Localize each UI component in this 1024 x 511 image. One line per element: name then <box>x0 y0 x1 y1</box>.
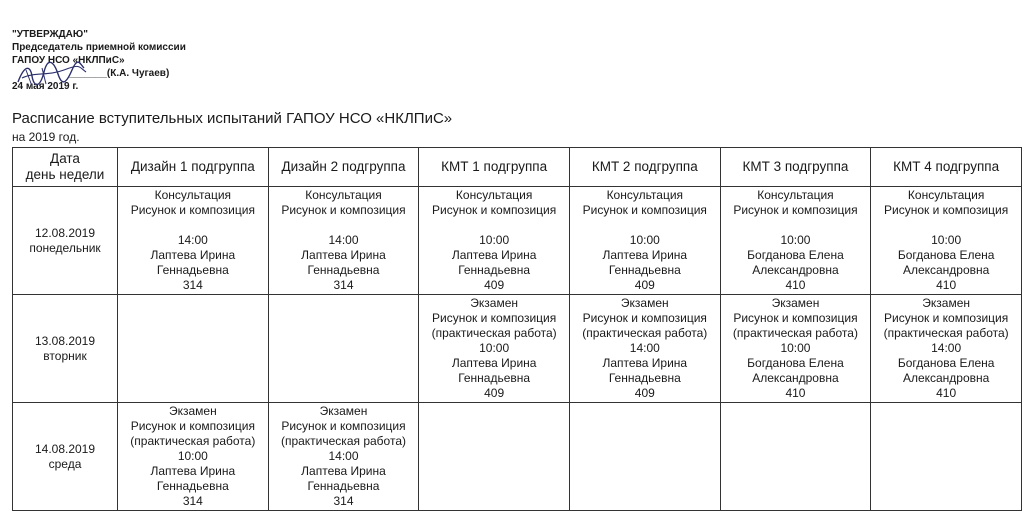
cell-line: 10:00 <box>780 233 811 247</box>
cell-line: Геннадьевна <box>458 263 531 277</box>
cell-line: (практическая работа) <box>883 326 1009 340</box>
cell-line: Рисунок и композиция <box>733 203 858 217</box>
cell-line: Геннадьевна <box>156 479 229 493</box>
cell-line: Богданова Елена <box>747 248 844 262</box>
cell-line: Экзамен <box>771 296 820 310</box>
cell-line: Рисунок и композиция <box>733 311 858 325</box>
cell-line: 10:00 <box>629 233 660 247</box>
schedule-cell <box>268 403 419 511</box>
signature-icon <box>14 58 88 90</box>
cell-line: Рисунок и композиция <box>281 419 406 433</box>
cell-line: 14:00 <box>328 449 359 463</box>
schedule-cell <box>720 295 871 403</box>
cell-line: Лаптева Ирина <box>301 248 386 262</box>
cell-line: Экзамен <box>168 404 217 418</box>
date-cell <box>13 403 118 511</box>
cell-line: Лаптева Ирина <box>150 464 236 478</box>
cell-line: Консультация <box>154 188 232 202</box>
schedule-cell <box>419 187 570 295</box>
date-cell <box>13 295 118 403</box>
schedule-cell <box>419 295 570 403</box>
header-group: КМТ 2 подгруппа <box>569 148 720 187</box>
cell-line: 10:00 <box>931 233 962 247</box>
cell-line: Богданова Елена <box>897 356 995 370</box>
schedule-cell <box>871 295 1022 403</box>
cell-line: 314 <box>333 494 354 508</box>
cell-line: 10:00 <box>479 341 510 355</box>
cell-line: Геннадьевна <box>156 263 229 277</box>
cell-line: Геннадьевна <box>608 371 681 385</box>
cell-line <box>873 218 1019 233</box>
header-date <box>13 148 118 187</box>
date-value: 13.08.2019 <box>34 333 96 348</box>
cell-line: Лаптева Ирина <box>602 248 688 262</box>
cell-line: Александровна <box>902 371 990 385</box>
cell-line: 410 <box>936 386 957 400</box>
cell-line: Лаптева Ирина <box>150 248 236 262</box>
cell-line: 409 <box>634 386 655 400</box>
cell-line <box>421 218 567 233</box>
cell-line: Рисунок и композиция <box>130 419 255 433</box>
header-group: КМТ 1 подгруппа <box>419 148 570 187</box>
cell-line: (практическая работа) <box>732 326 858 340</box>
cell-line: Экзамен <box>470 296 519 310</box>
cell-line: Лаптева Ирина <box>301 464 386 478</box>
cell-line: Консультация <box>907 188 985 202</box>
date-value: 14.08.2019 <box>34 441 96 456</box>
cell-line: Лаптева Ирина <box>602 356 688 370</box>
cell-line: Консультация <box>757 188 834 202</box>
approval-signatory: _______(К.А. Чугаев) <box>68 68 170 79</box>
schedule-cell <box>569 295 720 403</box>
header-row <box>13 148 1022 187</box>
header-weekday-line: день недели <box>25 167 105 182</box>
cell-line: 14:00 <box>931 341 962 355</box>
cell-line: Консультация <box>455 188 533 202</box>
approval-position: Председатель приемной комиссии <box>12 42 186 53</box>
schedule-cell <box>720 403 871 511</box>
approval-date: 24 мая 2019 г. <box>12 81 79 92</box>
date-value: 12.08.2019 <box>34 225 96 240</box>
cell-line: 10:00 <box>177 449 208 463</box>
weekday-value: понедельник <box>29 240 101 255</box>
header-group: Дизайн 2 подгруппа <box>268 148 419 187</box>
cell-line: Экзамен <box>620 296 669 310</box>
cell-line: 14:00 <box>177 233 208 247</box>
schedule-row <box>13 295 1022 403</box>
cell-line: 14:00 <box>629 341 660 355</box>
cell-line: Геннадьевна <box>307 263 380 277</box>
header-group: Дизайн 1 подгруппа <box>118 148 269 187</box>
cell-line <box>572 218 718 233</box>
cell-line <box>723 218 869 233</box>
cell-line: (практическая работа) <box>280 434 406 448</box>
cell-line: 410 <box>936 278 957 292</box>
header-date-line: Дата <box>50 151 80 166</box>
schedule-cell <box>569 187 720 295</box>
schedule-cell <box>871 187 1022 295</box>
cell-line <box>271 218 417 233</box>
cell-line: Александровна <box>752 371 839 385</box>
cell-line: 314 <box>182 278 203 292</box>
cell-line: Геннадьевна <box>608 263 681 277</box>
cell-line: Рисунок и композиция <box>130 203 255 217</box>
cell-line: Консультация <box>305 188 382 202</box>
schedule-cell <box>720 187 871 295</box>
cell-line <box>120 218 266 233</box>
schedule-cell <box>268 187 419 295</box>
cell-line: 10:00 <box>479 233 510 247</box>
cell-line: Александровна <box>752 263 839 277</box>
cell-line: Рисунок и композиция <box>432 311 557 325</box>
cell-line: 409 <box>634 278 655 292</box>
cell-line: Лаптева Ирина <box>451 248 537 262</box>
cell-line: Рисунок и композиция <box>884 203 1009 217</box>
cell-line: (практическая работа) <box>431 326 557 340</box>
cell-line: Рисунок и композиция <box>281 203 406 217</box>
schedule-cell <box>118 295 269 403</box>
cell-line: Экзамен <box>319 404 368 418</box>
cell-line: Консультация <box>606 188 684 202</box>
schedule-cell <box>419 403 570 511</box>
schedule-cell <box>871 403 1022 511</box>
cell-line: Лаптева Ирина <box>451 356 537 370</box>
cell-line: 409 <box>484 278 505 292</box>
cell-line: Александровна <box>902 263 990 277</box>
cell-line: 10:00 <box>780 341 811 355</box>
cell-line: 314 <box>182 494 203 508</box>
cell-line: 14:00 <box>328 233 359 247</box>
schedule-cell <box>268 295 419 403</box>
cell-line: Геннадьевна <box>458 371 531 385</box>
schedule-cell <box>118 403 269 511</box>
cell-line: (практическая работа) <box>130 434 256 448</box>
cell-line: (практическая работа) <box>582 326 708 340</box>
header-group: КМТ 4 подгруппа <box>871 148 1022 187</box>
cell-line: Рисунок и композиция <box>432 203 557 217</box>
schedule-row <box>13 187 1022 295</box>
schedule-row <box>13 403 1022 511</box>
cell-line: Геннадьевна <box>307 479 380 493</box>
cell-line: Рисунок и композиция <box>582 311 707 325</box>
cell-line: Богданова Елена <box>897 248 995 262</box>
cell-line: 410 <box>785 386 806 400</box>
approval-org: ГАПОУ НСО «НКЛПиС» <box>12 55 125 66</box>
page-subtitle: на 2019 год. <box>12 130 80 144</box>
schedule-cell <box>569 403 720 511</box>
date-cell <box>13 187 118 295</box>
schedule-table <box>12 147 1022 511</box>
cell-line: 409 <box>484 386 505 400</box>
weekday-value: среда <box>48 456 82 471</box>
approval-stamp: "УТВЕРЖДАЮ" <box>12 29 88 40</box>
cell-line: Рисунок и композиция <box>884 311 1009 325</box>
cell-line: Рисунок и композиция <box>582 203 707 217</box>
page-title: Расписание вступительных испытаний ГАПОУ НСО «НКЛПиС» <box>12 110 453 127</box>
cell-line: 410 <box>785 278 806 292</box>
weekday-value: вторник <box>43 348 87 363</box>
cell-line: Богданова Елена <box>747 356 844 370</box>
schedule-cell <box>118 187 269 295</box>
cell-line: Экзамен <box>922 296 971 310</box>
header-group: КМТ 3 подгруппа <box>720 148 871 187</box>
cell-line: 314 <box>333 278 354 292</box>
